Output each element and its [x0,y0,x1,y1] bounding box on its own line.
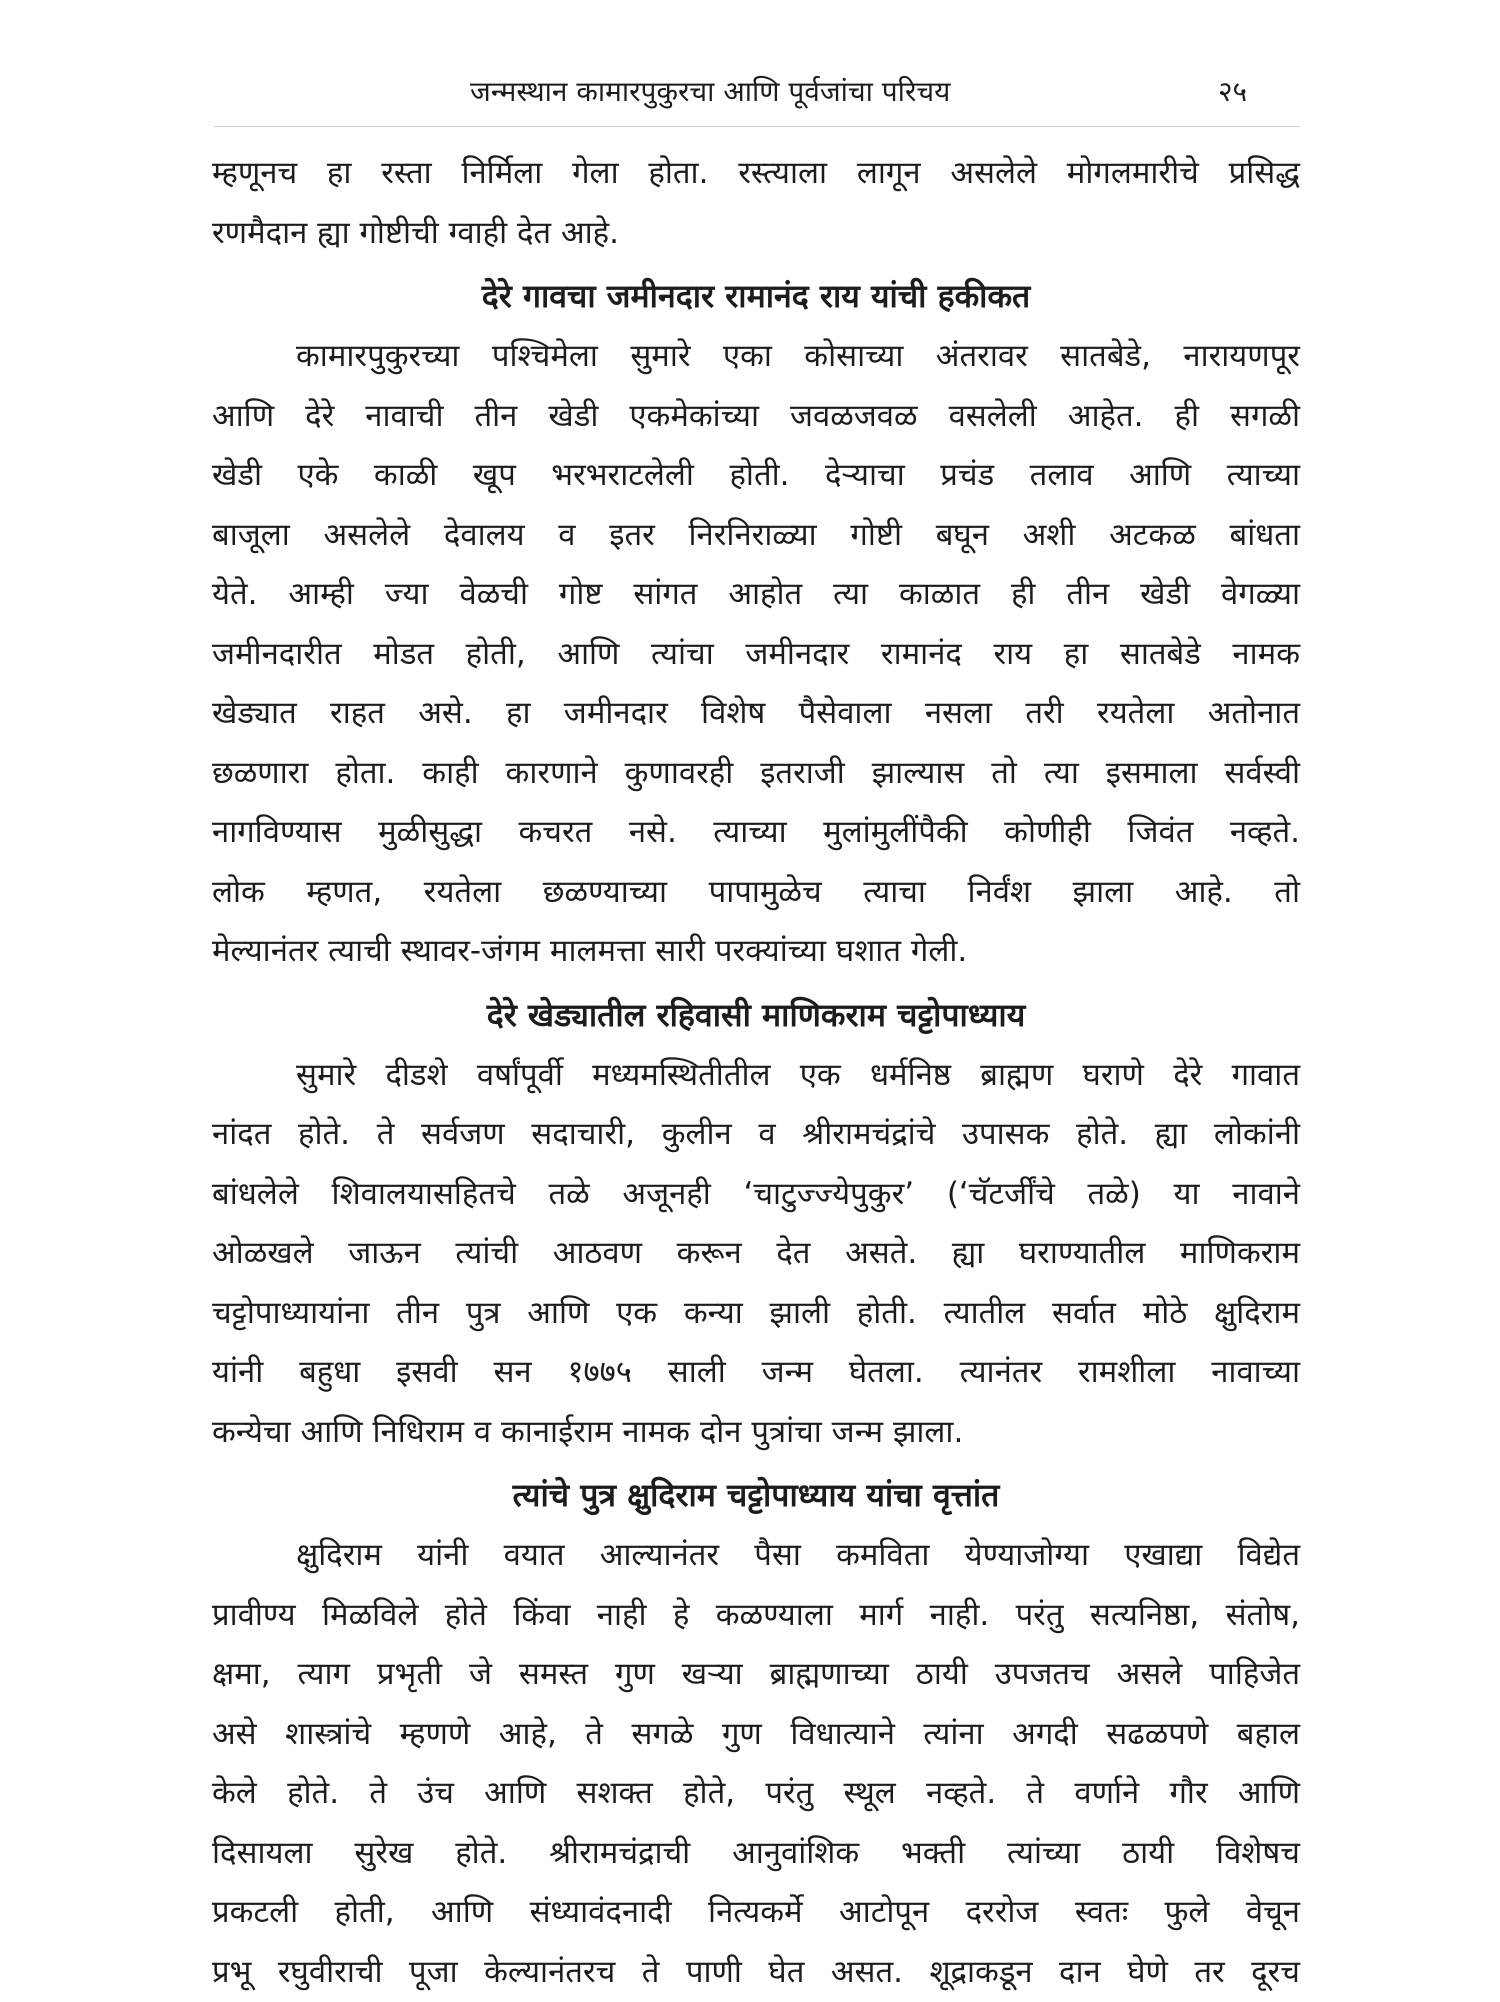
text-line: कन्येचा आणि निधिराम व कानाईराम नामक दोन पुत्रांचा जन्म झाला. [212,1403,1300,1463]
text-line: खेड्यात राहत असे. हा जमीनदार विशेष पैसेवाला नसला तरी रयतेला अतोनात [212,684,1300,744]
text-line: मेल्यानंतर त्याची स्थावर-जंगम मालमत्ता सारी परक्यांच्या घशात गेली. [212,922,1300,982]
body-text [212,144,1300,2002]
paragraph-kshudiram [212,1526,1300,2002]
text-line: रणमैदान ह्या गोष्टीची ग्वाही देत आहे. [212,204,1300,264]
text-line: क्षुदिराम यांनी वयात आल्यानंतर पैसा कमविता येण्याजोग्या एखाद्या विद्येत [212,1526,1300,1586]
text-line: कामारपुकुरच्या पश्चिमेला सुमारे एका कोसाच्या अंतरावर सातबेडे, नारायणपूर [212,327,1300,387]
section-heading-manikram: देरे खेड्यातील रहिवासी माणिकराम चट्टोपाध्याय [212,984,1300,1046]
header-rule [214,126,1300,127]
text-line: खेडी एके काळी खूप भरभराटलेली होती. देऱ्याचा प्रचंड तलाव आणि त्याच्या [212,446,1300,506]
text-line: क्षमा, त्याग प्रभृती जे समस्त गुण खऱ्या ब्राह्मणाच्या ठायी उपजतच असले पाहिजेत [212,1645,1300,1705]
section-heading-kshudiram: त्यांचे पुत्र क्षुदिराम चट्टोपाध्याय यांचा वृत्तांत [212,1464,1300,1526]
text-line: छळणारा होता. काही कारणाने कुणावरही इतराजी झाल्यास तो त्या इसमाला सर्वस्वी [212,744,1300,804]
text-line: यांनी बहुधा इसवी सन १७७५ साली जन्म घेतला. त्यानंतर रामशीला नावाच्या [212,1343,1300,1403]
text-line: बांधलेले शिवालयासहितचे तळे अजूनही ‘चाटुज्ज्येपुकुर’ (‘चॅटर्जींचे तळे) या नावाने [212,1165,1300,1225]
text-line: ओळखले जाऊन त्यांची आठवण करून देत असते. ह्या घराण्यातील माणिकराम [212,1224,1300,1284]
text-line: असे शास्त्रांचे म्हणणे आहे, ते सगळे गुण विधात्याने त्यांना अगदी सढळपणे बहाल [212,1705,1300,1765]
text-line: जमीनदारीत मोडत होती, आणि त्यांचा जमीनदार रामानंद राय हा सातबेडे नामक [212,625,1300,685]
running-header [0,72,1500,112]
text-line: लोक म्हणत, रयतेला छळण्याच्या पापामुळेच त्याचा निर्वंश झाला आहे. तो [212,863,1300,923]
paragraph-ramanand-ray [212,327,1300,982]
text-line: प्रावीण्य मिळविले होते किंवा नाही हे कळण्याला मार्ग नाही. परंतु सत्यनिष्ठा, संतोष, [212,1586,1300,1646]
text-line: चट्टोपाध्यायांना तीन पुत्र आणि एक कन्या झाली होती. त्यातील सर्वात मोठे क्षुदिराम [212,1284,1300,1344]
text-line: आणि देरे नावाची तीन खेडी एकमेकांच्या जवळजवळ वसलेली आहेत. ही सगळी [212,387,1300,447]
paragraph-continued [212,144,1300,263]
text-line: येते. आम्ही ज्या वेळची गोष्ट सांगत आहोत त्या काळात ही तीन खेडी वेगळ्या [212,565,1300,625]
text-line: केले होते. ते उंच आणि सशक्त होते, परंतु स्थूल नव्हते. ते वर्णाने गौर आणि [212,1764,1300,1824]
text-line: दिसायला सुरेख होते. श्रीरामचंद्राची आनुवांशिक भक्ती त्यांच्या ठायी विशेषच [212,1824,1300,1884]
page-number: २५ [1218,72,1247,112]
text-line: प्रभू रघुवीराची पूजा केल्यानंतरच ते पाणी घेत असत. शूद्राकडून दान घेणे तर दूरच [212,1943,1300,2002]
text-line: प्रकटली होती, आणि संध्यावंदनादी नित्यकर्मे आटोपून दररोज स्वतः फुले वेचून [212,1883,1300,1943]
text-line: म्हणूनच हा रस्ता निर्मिला गेला होता. रस्त्याला लागून असलेले मोगलमारीचे प्रसिद्ध [212,144,1300,204]
running-title: जन्मस्थान कामारपुकुरचा आणि पूर्वजांचा परिचय [470,72,950,112]
text-line: सुमारे दीडशे वर्षांपूर्वी मध्यमस्थितीतील एक धर्मनिष्ठ ब्राह्मण घराणे देरे गावात [212,1046,1300,1106]
text-line: नांदत होते. ते सर्वजण सदाचारी, कुलीन व श्रीरामचंद्रांचे उपासक होते. ह्या लोकांनी [212,1105,1300,1165]
paragraph-manikram [212,1046,1300,1463]
text-line: नागविण्यास मुळीसुद्धा कचरत नसे. त्याच्या मुलांमुलींपैकी कोणीही जिवंत नव्हते. [212,803,1300,863]
section-heading-ramanand-ray: देरे गावचा जमीनदार रामानंद राय यांची हकीकत [212,265,1300,327]
text-line: बाजूला असलेले देवालय व इतर निरनिराळ्या गोष्टी बघून अशी अटकळ बांधता [212,506,1300,566]
